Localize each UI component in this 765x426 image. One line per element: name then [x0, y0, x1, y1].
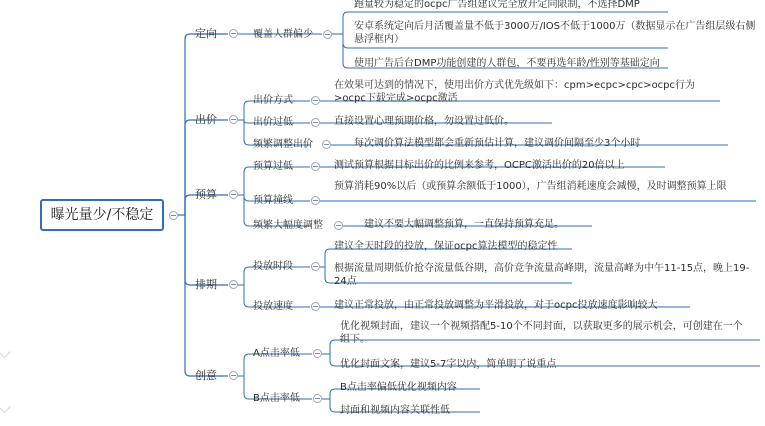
leaf-yusuan-dafudu[interactable]: 建议不要大幅调整预算，一直保持预算充足。 — [364, 219, 564, 230]
a-collapse-icon[interactable] — [313, 349, 322, 358]
topic-a-dianjilv[interactable]: A点击率低 — [253, 348, 300, 359]
chujia-guodi-collapse-icon[interactable] — [311, 118, 320, 127]
topic-toufang-sudu[interactable]: 投放速度 — [253, 301, 293, 312]
leaf-a-1[interactable]: 优化视频封面，建议一个视频搭配5-10个不同封面，以获取更多的展示机会，可创建在一个组下。 — [340, 321, 743, 345]
branch-paiqi[interactable]: 排期 — [195, 278, 217, 291]
topic-yusuan-guodi[interactable]: 预算过低 — [253, 161, 293, 172]
topic-chujia-guodi[interactable]: 出价过低 — [253, 117, 293, 128]
root-topic[interactable]: 曝光量少/不稳定 — [40, 199, 164, 231]
leaf-b-1[interactable]: B点击率偏低优化视频内容 — [340, 382, 457, 393]
leaf-dingxiang-3[interactable]: 使用广告后台DMP功能创建的人群包，不要再选年龄/性别等基础定向 — [354, 58, 660, 69]
leaf-chujia-guodi[interactable]: 直接设置心理预期价格，勿设置过低价。 — [334, 116, 514, 127]
paiqi-collapse-icon[interactable] — [229, 280, 238, 289]
leaf-chujia-pinfan[interactable]: 每次调价算法模型都会重新预估计算，建议调价间隔至少3个小时 — [354, 138, 641, 149]
leaf-dingxiang-2[interactable]: 安卓系统定向后月活覆盖量不低于3000万/IOS不低于1000万（数据显示在广告组层级右侧悬浮框内） — [354, 21, 756, 45]
connector-line — [185, 215, 228, 285]
zhuangxian-collapse-icon[interactable] — [311, 196, 320, 205]
leaf-shiduan-2[interactable]: 根据流量周期低价抢夺流量低谷期，高价竞争流量高峰期，流量高峰为中午11-15点，晚上19-24点 — [334, 263, 750, 287]
leaf-shiduan-1[interactable]: 建议全天时段的投放，保证ocpc算法模型的稳定性 — [334, 241, 558, 252]
shiduan-collapse-icon[interactable] — [311, 262, 320, 271]
dafudu-collapse-icon[interactable] — [334, 221, 343, 230]
pinfan-collapse-icon[interactable] — [322, 140, 331, 149]
leaf-dingxiang-1[interactable]: 跑量较为稳定的ocpc广告组建议完全放开定向限制，不选择DMP — [354, 0, 640, 10]
connector-line — [185, 215, 228, 376]
topic-chujia-fangshi[interactable]: 出价方式 — [253, 95, 293, 106]
fugai-collapse-icon[interactable] — [323, 30, 332, 39]
leaf-b-2[interactable]: 封面和视频内容关联性低 — [340, 405, 450, 416]
fangshi-collapse-icon[interactable] — [311, 96, 320, 105]
leaf-a-2[interactable]: 优化封面文案，建议5-7字以内，简单明了说重点 — [340, 359, 557, 370]
chuangyi-collapse-icon[interactable] — [229, 371, 238, 380]
chujia-collapse-icon[interactable] — [229, 115, 238, 124]
branch-yusuan[interactable]: 预算 — [195, 188, 217, 201]
b-collapse-icon[interactable] — [313, 394, 322, 403]
branch-dingxiang[interactable]: 定向 — [195, 27, 217, 40]
dingxiang-collapse-icon[interactable] — [229, 29, 238, 38]
yusuan-collapse-icon[interactable] — [229, 190, 238, 199]
topic-fugai-renqun[interactable]: 覆盖人群偏少 — [253, 29, 313, 40]
leaf-yusuan-zhuangxian[interactable]: 预算消耗90%以后（或预算余额低于1000），广告组消耗速度会减慢，及时调整预算上限 — [334, 181, 727, 192]
topic-b-dianjilv[interactable]: B点击率低 — [253, 393, 300, 404]
topic-dafudu-tiaozheng[interactable]: 频繁大幅度调整 — [253, 220, 323, 231]
leaf-sudu[interactable]: 建议正常投放，由正常投放调整为平滑投放，对于ocpc投放速度影响较大 — [334, 300, 658, 311]
topic-pinfan-tiaozheng[interactable]: 频繁调整出价 — [253, 139, 313, 150]
branch-chuangyi[interactable]: 创意 — [195, 369, 217, 382]
root-collapse-icon[interactable] — [169, 211, 178, 220]
sudu-collapse-icon[interactable] — [311, 302, 320, 311]
topic-toufang-shiduan[interactable]: 投放时段 — [253, 261, 293, 272]
yusuan-guodi-collapse-icon[interactable] — [311, 162, 320, 171]
leaf-yusuan-guodi[interactable]: 测试预算根据目标出价的比例来参考，OCPC激活出价的20倍以上 — [334, 160, 625, 171]
branch-chujia[interactable]: 出价 — [195, 113, 217, 126]
topic-yusuan-zhuangxian[interactable]: 预算撞线 — [253, 195, 293, 206]
leaf-chujia-fangshi[interactable]: 在效果可达到的情况下，使用出价方式优先级如下：cpm>ecpc>cpc>ocpc行为>ocpc下载完成>ocpc激活 — [334, 80, 696, 104]
